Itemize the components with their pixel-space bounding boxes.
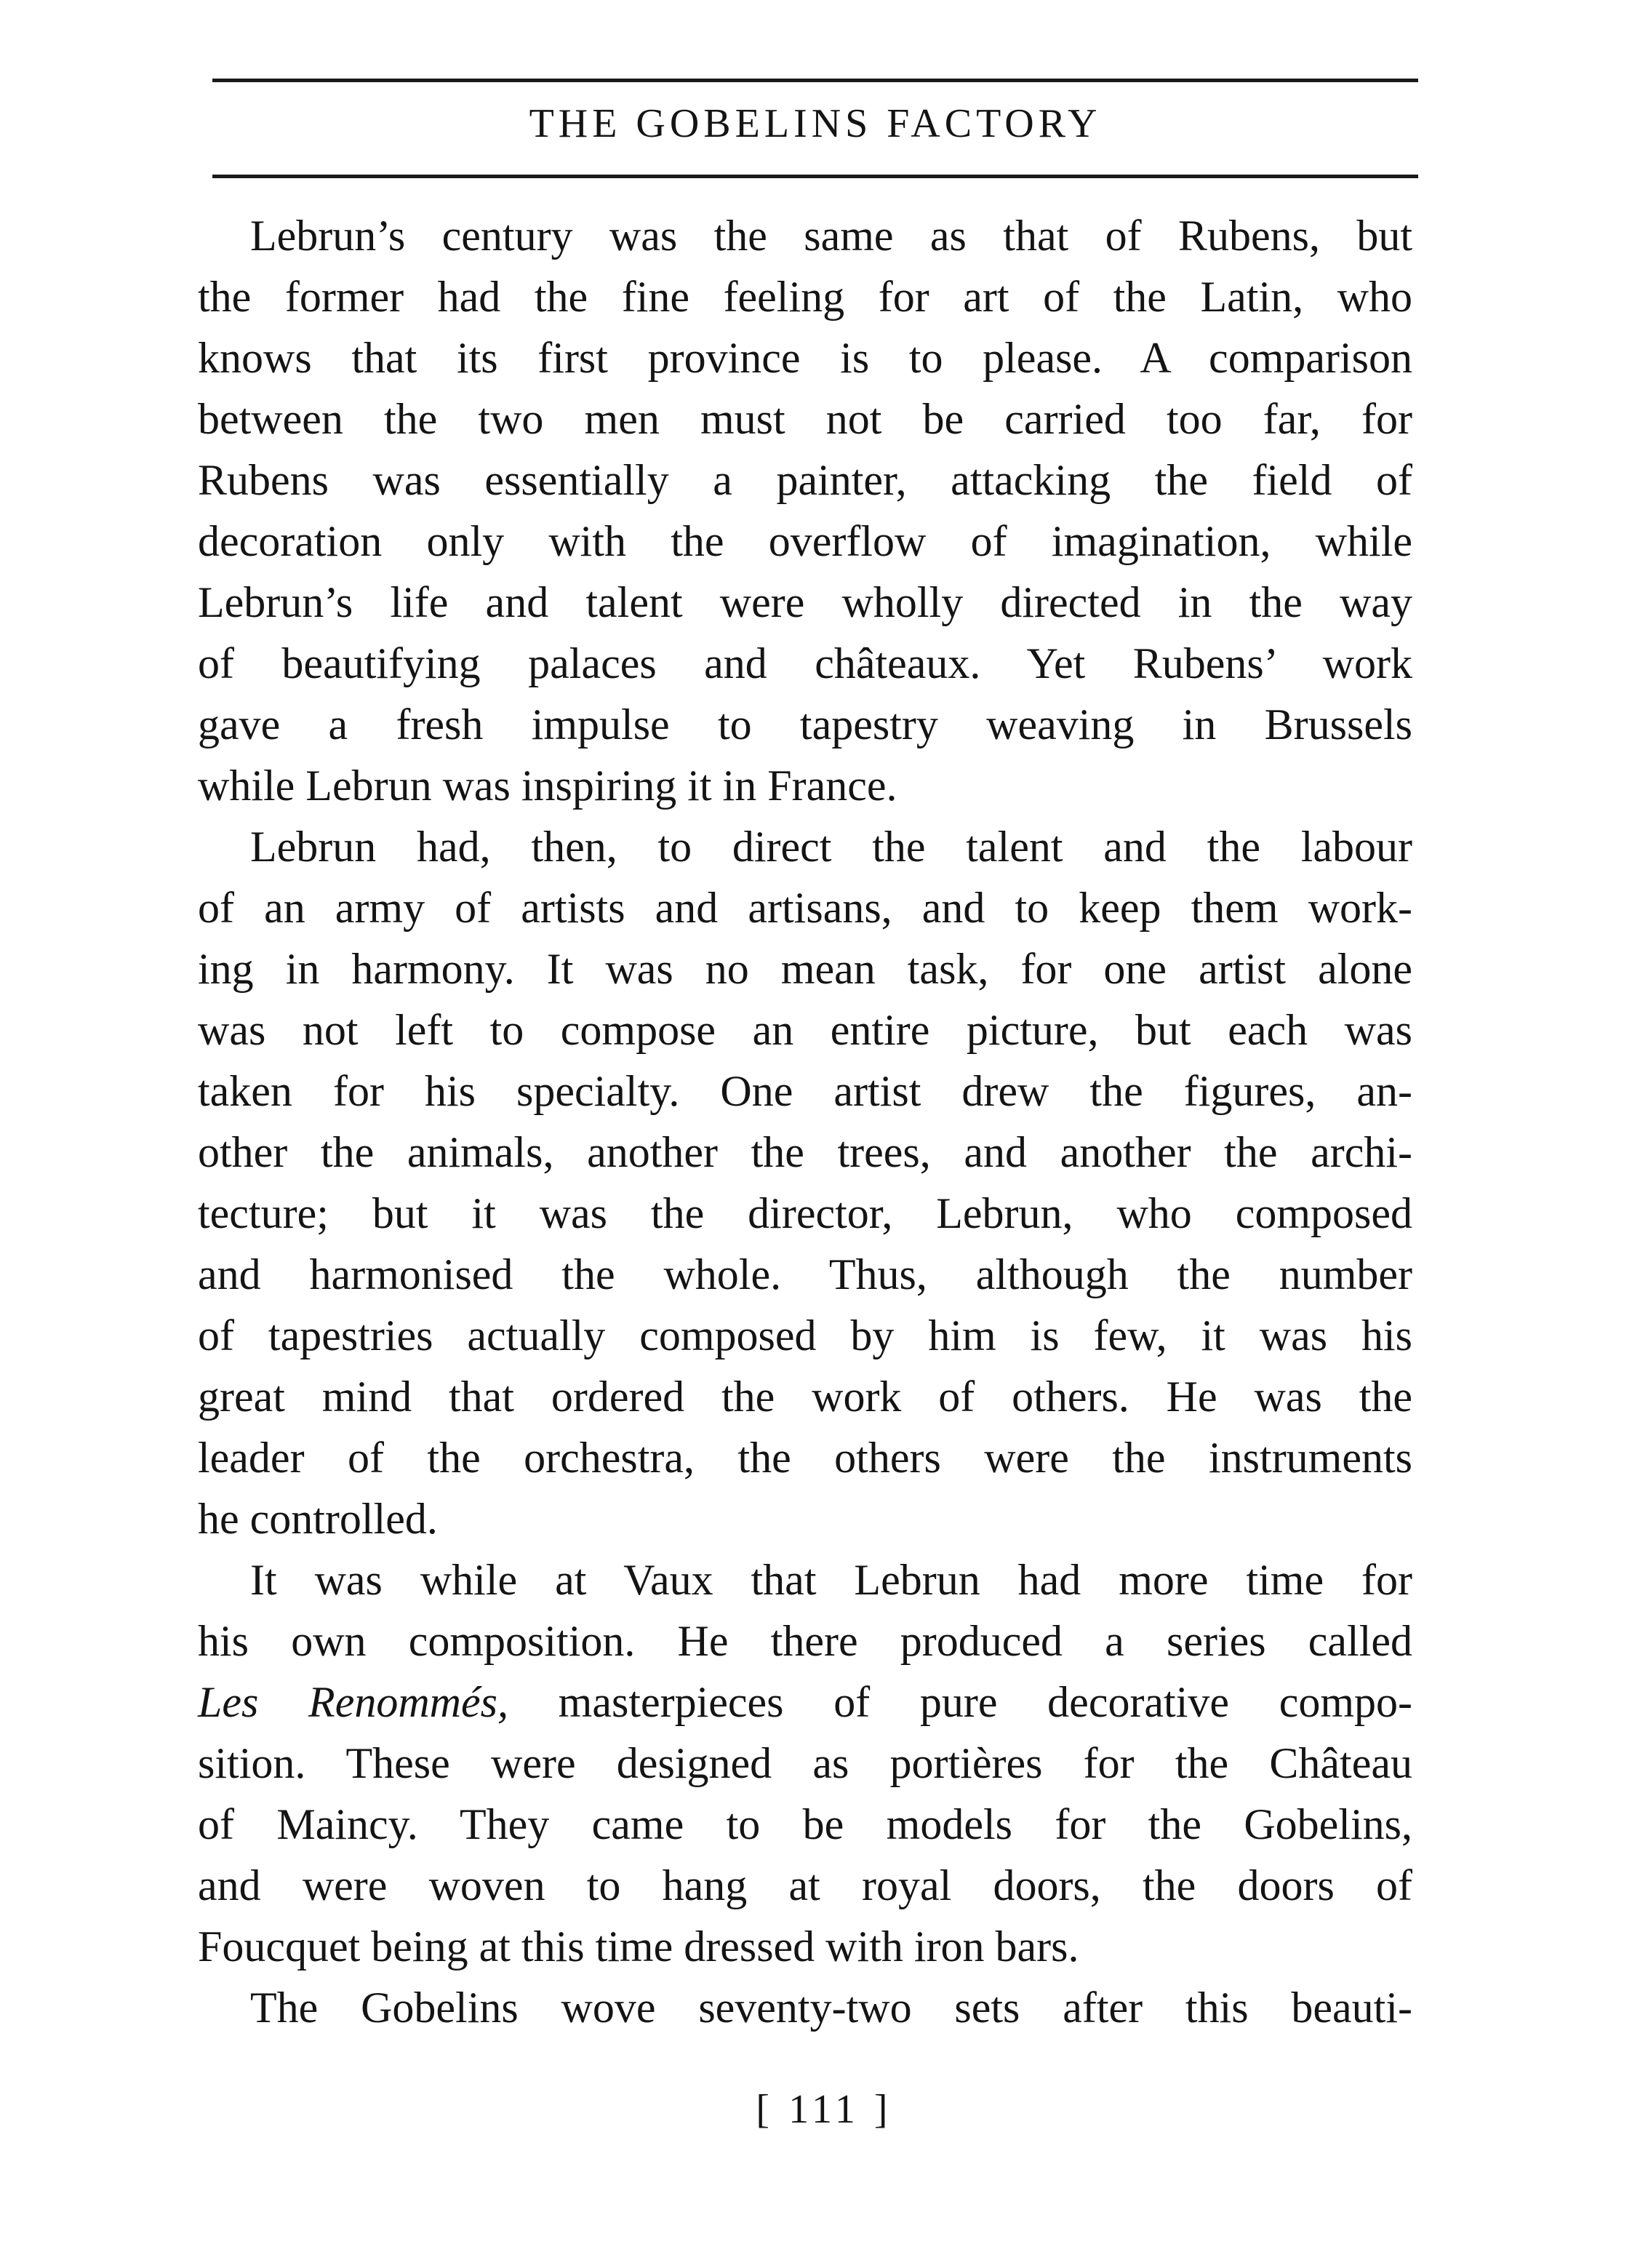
text-line: Foucquet being at this time dressed with iron bars. xyxy=(198,1922,1079,1970)
text-line: ing in harmony. It was no mean task, for one artist alone xyxy=(198,945,1412,993)
text-line: while Lebrun was inspiring it in France. xyxy=(198,762,897,810)
text-line: he controlled. xyxy=(198,1495,438,1543)
text-line: of beautifying palaces and châteaux. Yet Rubens’ work xyxy=(198,639,1412,687)
text-line: decoration only with the overflow of imagination, while xyxy=(198,517,1412,565)
text-line: and were woven to hang at royal doors, the doors of xyxy=(198,1861,1412,1909)
text-line: The Gobelins wove seventy-two sets after this beauti- xyxy=(250,1984,1412,2032)
header-rule-top xyxy=(212,79,1418,82)
text-line: Rubens was essentially a painter, attacking the field of xyxy=(198,456,1412,504)
text-line: of Maincy. They came to be models for the Gobelins, xyxy=(198,1800,1412,1848)
header-rule-bottom xyxy=(212,175,1418,178)
text-line: the former had the fine feeling for art of the Latin, who xyxy=(198,273,1412,321)
running-head: THE GOBELINS FACTORY xyxy=(529,101,1102,146)
text-line: It was while at Vaux that Lebrun had more time for xyxy=(250,1556,1412,1604)
text-line: taken for his specialty. One artist drew the figures, an- xyxy=(198,1067,1412,1115)
text-line: of tapestries actually composed by him is few, it was his xyxy=(198,1311,1412,1359)
text-line: other the animals, another the trees, and another the archi- xyxy=(198,1128,1412,1176)
text-line: and harmonised the whole. Thus, although the number xyxy=(198,1250,1412,1298)
text-line: Lebrun had, then, to direct the talent and the labour xyxy=(250,823,1412,871)
text-line-with-title xyxy=(198,1672,1412,1733)
text-line: Lebrun’s century was the same as that of Rubens, but xyxy=(250,212,1412,260)
text-line: sition. These were designed as portières for the Château xyxy=(198,1739,1412,1787)
italic-title: Les Renommés, xyxy=(198,1678,508,1726)
text-line: great mind that ordered the work of others. He was the xyxy=(198,1373,1412,1421)
text-line: tecture; but it was the director, Lebrun, who composed xyxy=(198,1189,1412,1237)
text-line: Lebrun’s life and talent were wholly directed in the way xyxy=(198,578,1412,626)
text-line: gave a fresh impulse to tapestry weaving in Brussels xyxy=(198,700,1412,748)
text-line: was not left to compose an entire picture, but each was xyxy=(198,1006,1412,1054)
text-line: knows that its first province is to please. A comparison xyxy=(198,334,1412,382)
body-text xyxy=(198,205,1412,2038)
page-number: [ 111 ] xyxy=(756,2087,892,2132)
text-span: masterpieces of pure decorative compo- xyxy=(558,1678,1413,1726)
text-line: between the two men must not be carried too far, for xyxy=(198,395,1412,443)
text-line: of an army of artists and artisans, and to keep them work- xyxy=(198,884,1412,932)
text-line: his own composition. He there produced a series called xyxy=(198,1617,1412,1665)
text-line: leader of the orchestra, the others were the instruments xyxy=(198,1434,1412,1482)
